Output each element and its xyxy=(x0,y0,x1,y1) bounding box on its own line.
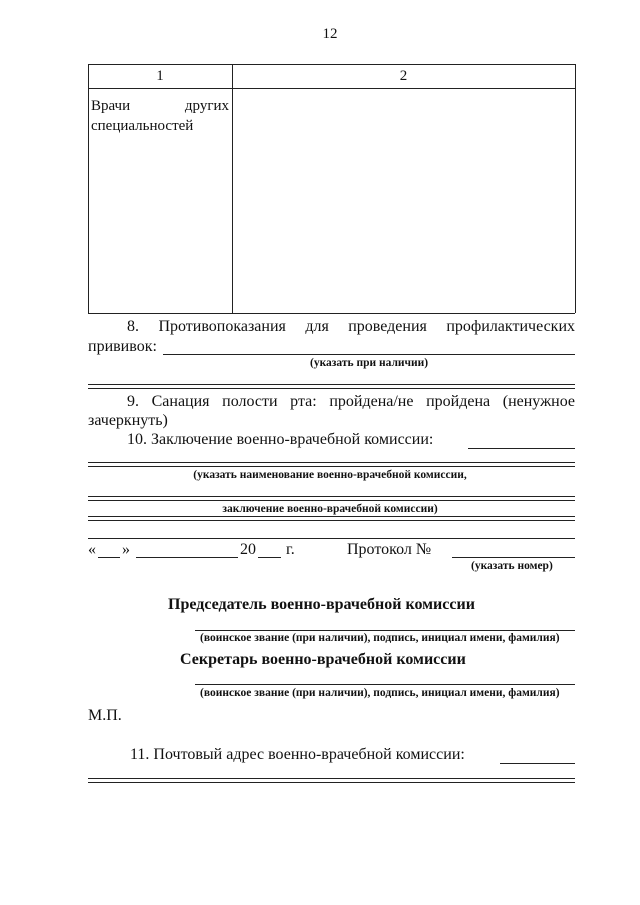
item-10-hint1: (указать наименование военно-врачебной комиссии, xyxy=(193,469,467,481)
table-header-col2: 2 xyxy=(399,68,408,84)
item-10-hint2: заключение военно-врачебной комиссии) xyxy=(222,503,438,515)
table-header-col1: 1 xyxy=(156,68,164,84)
date-year-suffix: г. xyxy=(286,541,295,558)
table-left-border xyxy=(88,64,89,313)
item-11-extra-line[interactable] xyxy=(88,778,575,783)
item-10-fill-line[interactable] xyxy=(468,448,575,449)
table-top-border xyxy=(88,64,575,65)
item-8-line1: 8. Противопоказания для проведения профилактических xyxy=(127,318,575,335)
table-bottom-border xyxy=(88,313,575,314)
item-9-line2: зачеркнуть) xyxy=(88,412,168,429)
item-10-line-5[interactable] xyxy=(88,538,575,539)
item-11-fill-line[interactable] xyxy=(500,763,575,764)
protocol-number-field[interactable] xyxy=(452,557,575,558)
chairman-hint: (воинское звание (при наличии), подпись, инициал имени, фамилия) xyxy=(200,632,560,644)
chairman-signature-line[interactable] xyxy=(195,630,575,631)
date-quote-close: » xyxy=(122,541,130,558)
item-10-line-4[interactable] xyxy=(88,516,575,521)
date-year-field[interactable] xyxy=(258,557,281,558)
item-9-line1: 9. Санация полости рта: пройдена/не пройдена (ненужное xyxy=(127,393,575,410)
item-8-extra-line[interactable] xyxy=(88,384,575,389)
item-8-line2: прививок: xyxy=(88,338,157,355)
table-col-divider xyxy=(232,64,233,313)
secretary-title: Секретарь военно-врачебной комиссии xyxy=(180,651,466,668)
item-8-hint: (указать при наличии) xyxy=(310,357,429,369)
table-cell-specialists: Врачи других специальностей xyxy=(91,98,229,134)
stamp-place: М.П. xyxy=(88,707,122,724)
date-quote-open: « xyxy=(88,541,96,558)
item-10-line-2[interactable] xyxy=(88,462,575,467)
page-number: 12 xyxy=(322,26,338,42)
item-10-line-3[interactable] xyxy=(88,496,575,501)
date-day-field[interactable] xyxy=(98,557,120,558)
secretary-hint: (воинское звание (при наличии), подпись, инициал имени, фамилия) xyxy=(200,687,560,699)
date-year-prefix: 20 xyxy=(240,541,256,558)
chairman-title: Председатель военно-врачебной комиссии xyxy=(168,596,475,613)
secretary-signature-line[interactable] xyxy=(195,684,575,685)
protocol-hint: (указать номер) xyxy=(471,560,553,572)
date-month-field[interactable] xyxy=(136,557,238,558)
table-right-border xyxy=(575,64,576,313)
item-8-fill-line[interactable] xyxy=(163,354,575,355)
item-10-label: 10. Заключение военно-врачебной комиссии: xyxy=(127,431,434,448)
table-header-border xyxy=(88,88,575,89)
item-11-label: 11. Почтовый адрес военно-врачебной комиссии: xyxy=(130,746,465,763)
protocol-label: Протокол № xyxy=(347,541,432,558)
